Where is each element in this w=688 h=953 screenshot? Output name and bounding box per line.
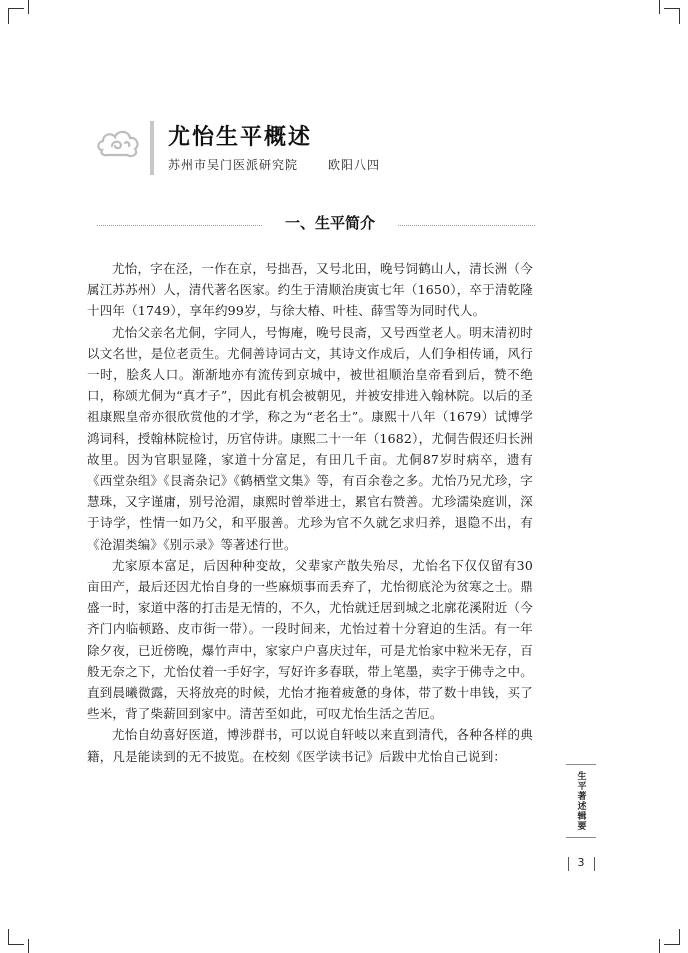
crop-mark-top-right-v2 bbox=[659, 0, 660, 14]
crop-mark-top-right-v bbox=[679, 8, 680, 24]
author-line bbox=[168, 156, 380, 173]
side-tab-label: 生平著述辑要 bbox=[575, 771, 586, 831]
title-accent-bar bbox=[150, 121, 154, 175]
crop-mark-top-right-h bbox=[664, 8, 680, 9]
page-number-tick-right bbox=[594, 857, 595, 871]
author-affiliation: 苏州市吴门医派研究院 bbox=[168, 158, 299, 172]
section-rule-right bbox=[398, 225, 535, 226]
page-number: 3 bbox=[577, 856, 585, 869]
crop-mark-top-left-h bbox=[8, 8, 24, 9]
paragraph: 尤怡自幼喜好医道，博涉群书，可以说自轩岐以来直到清代，各种各样的典籍，凡是能读到的无不披览。在校刻《医学读书记》后跋中尤怡自己说到： bbox=[87, 727, 533, 764]
cloud-ornament-icon bbox=[96, 126, 142, 160]
crop-mark-bottom-right-v bbox=[679, 929, 680, 945]
author-name: 欧阳八四 bbox=[328, 158, 381, 172]
chapter-title: 尤怡生平概述 bbox=[168, 124, 313, 150]
crop-mark-bottom-left-v bbox=[8, 929, 9, 945]
page-number-block bbox=[566, 856, 596, 872]
body-text bbox=[87, 258, 533, 767]
paragraph: 尤怡，字在泾，一作在京，号拙吾，又号北田，晚号饲鹤山人，清长洲（今属江苏苏州）人，清代著名医家。约生于清顺治庚寅七年（1650），卒于清乾隆十四年（1749），享年约99岁，与徐大椿、叶桂、薛雪等为同时代人。 bbox=[87, 261, 533, 319]
crop-mark-top-left-v bbox=[8, 8, 9, 24]
section-rule-left bbox=[97, 225, 262, 226]
section-heading: 一、生平简介 bbox=[284, 214, 375, 232]
crop-mark-bottom-left-v2 bbox=[28, 939, 29, 953]
crop-mark-bottom-right-v2 bbox=[659, 939, 660, 953]
crop-mark-top-left-v2 bbox=[28, 0, 29, 14]
paragraph: 尤家原本富足，后因种种变故，父辈家产散失殆尽，尤怡名下仅仅留有30亩田产，最后还因尤怡自身的一些麻烦事而丢弃了，尤怡彻底沦为贫寒之士。鼎盛一时，家道中落的打击是无情的，不久，尤怡就迁居到城之北廓花溪附近（今齐门内临顿路、皮市街一带）。一段时间来，尤怡过着十分窘迫的生活。有一年除夕夜，已近傍晚，爆竹声中，家家户户喜庆过年，可是尤怡家中粒米无存，百般无奈之下，尤怡仗着一手好字，写好许多春联，带上笔墨，卖字于佛寺之中。直到晨曦微露，天将放亮的时候，尤怡才拖着疲惫的身体，带了数十串钱，买了些米，背了柴薪回到家中。清苦至如此，可叹尤怡生活之苦厄。 bbox=[87, 557, 533, 722]
crop-mark-bottom-right-h bbox=[664, 944, 680, 945]
side-tab bbox=[566, 764, 596, 838]
crop-mark-bottom-left-h bbox=[8, 944, 24, 945]
paragraph: 尤怡父亲名尤侗，字同人，号悔庵，晚号艮斋，又号西堂老人。明末清初时以文名世，是位老贡生。尤侗善诗词古文，其诗文作成后，人们争相传诵，风行一时，脍炙人口。渐渐地亦有流传到京城中，被世祖顺治皇帝看到后，赞不绝口，称颂尤侗为“真才子”，因此有机会被朝见，并被安排进入翰林院。以后的圣祖康熙皇帝亦很欣赏他的才学，称之为“老名士”。康熙十八年（1679）试博学鸿词科，授翰林院检讨，历官侍讲。康熙二十一年（1682），尤侗告假还归长洲故里。因为官职显隆，家道十分富足，有田几千亩。尤侗87岁时病卒，遗有《西堂杂组》《艮斋杂记》《鹤栖堂文集》等，有百余卷之多。尤怡乃兄尤珍，字慧珠，又字谨庸，别号沧湄，康熙时曾举进士，累官右赞善。尤珍濡染庭训，深于诗学，性情一如乃父，和平服善。尤珍为官不久就乞求归养，退隐不出，有《沧湄类编》《别示录》等著述行世。 bbox=[87, 324, 533, 552]
